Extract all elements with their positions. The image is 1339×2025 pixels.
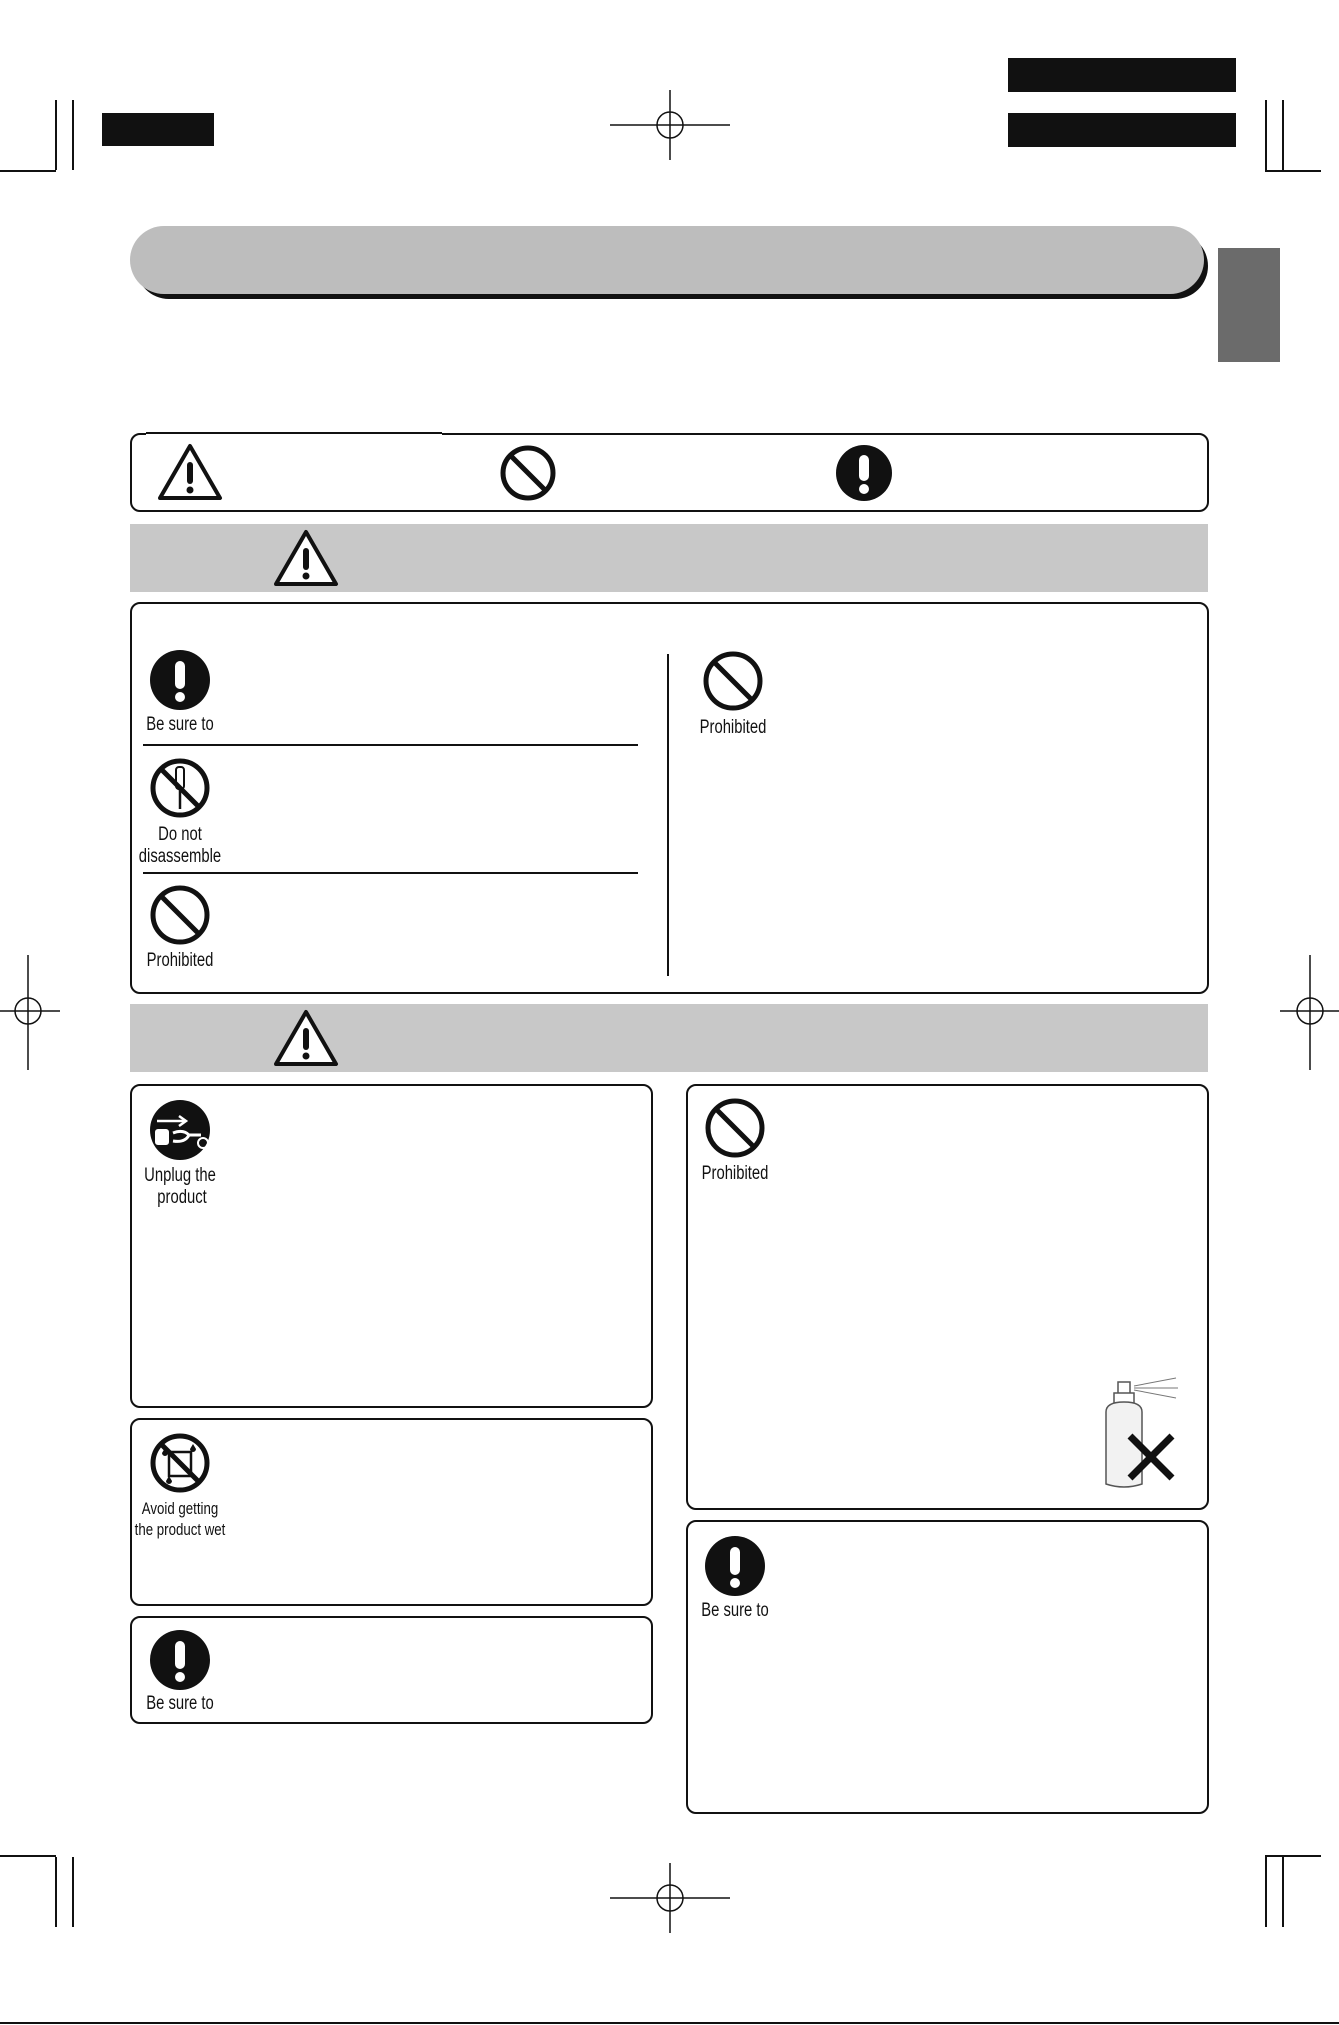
unplug-icon [149,1099,211,1161]
unplug-label: Unplug the [144,1165,216,1186]
prohibited-icon [499,444,557,502]
prohibited-icon [702,650,764,712]
warning-band [130,524,1208,592]
disassemble-label: disassemble [138,846,222,867]
registration-mark-icon [0,955,60,1075]
header-block [1008,113,1236,147]
avoid-wet-icon [149,1432,211,1494]
header-block [1008,58,1236,92]
side-tab [1218,248,1280,362]
prohibited-icon [704,1097,766,1159]
mandatory-icon [704,1535,766,1597]
avoid-wet-label: the product wet [134,1520,226,1539]
no-disassemble-icon [149,757,211,819]
mandatory-icon [835,444,893,502]
prohibited-label: Prohibited [146,950,214,971]
header-block [102,113,214,146]
prohibited-label: Prohibited [699,717,767,738]
be-sure-to-label: Be sure to [146,1693,214,1714]
warning-triangle-icon [272,528,340,588]
mandatory-icon [149,1629,211,1691]
be-sure-to-label: Be sure to [146,714,214,735]
do-not-label: Do not [158,824,202,845]
mandatory-icon [149,649,211,711]
prohibited-label: Prohibited [701,1163,769,1184]
spray-can-icon [1090,1374,1180,1494]
registration-mark-icon [1280,955,1339,1075]
registration-mark-icon [610,90,730,160]
caution-band [130,1004,1208,1072]
prohibited-icon [149,884,211,946]
warning-triangle-icon [272,1008,340,1068]
be-sure-to-label: Be sure to [701,1600,769,1621]
unplug-label: product [157,1187,207,1208]
registration-mark-icon [610,1863,730,1933]
avoid-wet-label: Avoid getting [141,1499,219,1518]
warning-triangle-icon [156,442,224,502]
